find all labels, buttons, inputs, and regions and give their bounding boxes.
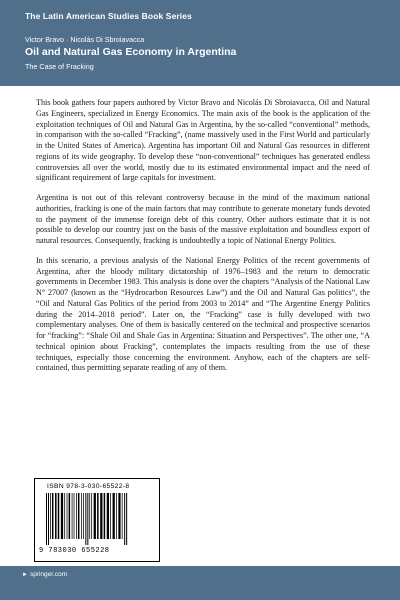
barcode-bar bbox=[78, 493, 80, 539]
header-band bbox=[0, 0, 400, 86]
barcode-bar bbox=[124, 493, 125, 545]
barcode-bar bbox=[104, 493, 106, 539]
barcode-bar bbox=[67, 493, 68, 539]
isbn-label: ISBN 978-3-030-65522-8 bbox=[47, 483, 130, 490]
barcode-bar bbox=[110, 493, 111, 539]
barcode-bar bbox=[85, 493, 86, 545]
barcode-bar bbox=[81, 493, 82, 539]
barcode-bar bbox=[89, 493, 90, 539]
barcode-bar bbox=[116, 493, 117, 539]
barcode-bar bbox=[55, 493, 57, 539]
footer-band bbox=[0, 566, 400, 600]
authors: Victor Bravo · Nicolás Di Sbroiavacca bbox=[25, 35, 145, 44]
barcode-bar bbox=[122, 493, 123, 539]
barcode-bars bbox=[45, 493, 149, 545]
blurb bbox=[36, 98, 370, 383]
blurb-paragraph-1: This book gathers four papers authored by Victor Bravo and Nicolás Di Sbroiavacca, Oil and Natural Gas Engineers, specialized in Energy Economics. The main axis of the book is the application of the exploitation techniques of Oil and Natural Gas in Argentina, by the so-called “conventional” methods, in comparison with the so-called “Fracking”, (name massively used in the First World and particularly in the United States of America). Argentina has important Oil and Natural Gas resources in different regions of its wide geography. To develop these “non-conventional” techniques has generated endless controversies all over the world, mostly due to its estimated environmental impact and the need of significant requirement of large capitals for investment. bbox=[36, 98, 370, 183]
series-title: The Latin American Studies Book Series bbox=[25, 11, 192, 21]
barcode-bar bbox=[58, 493, 60, 539]
barcode-bar bbox=[87, 493, 88, 545]
barcode-bar bbox=[107, 493, 109, 539]
book-title: Oil and Natural Gas Economy in Argentina bbox=[25, 46, 237, 58]
barcode-bar bbox=[118, 493, 120, 539]
barcode-bar bbox=[74, 493, 75, 539]
barcode-bar bbox=[64, 493, 65, 539]
barcode-bar bbox=[126, 493, 127, 545]
barcode-bar bbox=[46, 493, 47, 545]
barcode-bar bbox=[61, 493, 63, 539]
isbn-digits: 9 783030 655228 bbox=[39, 547, 110, 555]
barcode-bar bbox=[113, 493, 115, 539]
barcode-bar bbox=[76, 493, 77, 539]
barcode-bar bbox=[50, 493, 51, 539]
barcode-bar bbox=[72, 493, 73, 539]
barcode-bar bbox=[91, 493, 92, 539]
barcode-bar bbox=[94, 493, 96, 539]
barcode-bar bbox=[48, 493, 49, 545]
blurb-paragraph-2: Argentina is not out of this relevant controversy because in the mind of the maximum national authorities, fracking is one of the main factors that may contribute to generate monetary funds devoted to the payment of the immense foreign debt of this country. Other authors estimate that it is not possible to develop our country just on the basis of the massive exploitation and boundless export of natural resources. Consequently, fracking is undoubtedly a topic of National Energy Politics. bbox=[36, 193, 370, 245]
barcode-bar bbox=[100, 493, 102, 539]
arrow-right-icon: ► bbox=[22, 572, 28, 578]
barcode-bar bbox=[52, 493, 54, 539]
isbn-barcode bbox=[34, 478, 160, 562]
blurb-paragraph-3: In this scenario, a previous analysis of the National Energy Politics of the recent governments of Argentina, after the bloody military dictatorship of 1976–1983 and the return to democratic governments in December 1983. This analysis is done over the chapters “Analysis of the National Law N° 27007 (known as the “Hydrocarbon Resources Law”) and the Oil and Natural Gas politics”, the “Oil and Natural Gas Politics of the period from 2003 to 2014” and “The Argentine Energy Politics during the 2014–2018 period”. Later on, the “Fracking” case is fully developed with two complementary analyses. One of them is basically centered on the technical and prospective scenarios for “fracking”: “Shale Oil and Shale Gas in Argentina: Situation and Perspectives”. The other one, “A technical opinion about Fracking”, contemplates the impacts resulting from the use of these techniques, especially those concerning the environment. Anyhow, each of the chapters are self-contained, thus permitting separate reading of any of them. bbox=[36, 255, 370, 373]
barcode-bar bbox=[69, 493, 71, 539]
publisher-link[interactable] bbox=[22, 571, 67, 578]
barcode-bar bbox=[97, 493, 99, 539]
publisher-url: springer.com bbox=[29, 571, 68, 578]
book-subtitle: The Case of Fracking bbox=[25, 62, 94, 71]
barcode-bar bbox=[83, 493, 84, 539]
